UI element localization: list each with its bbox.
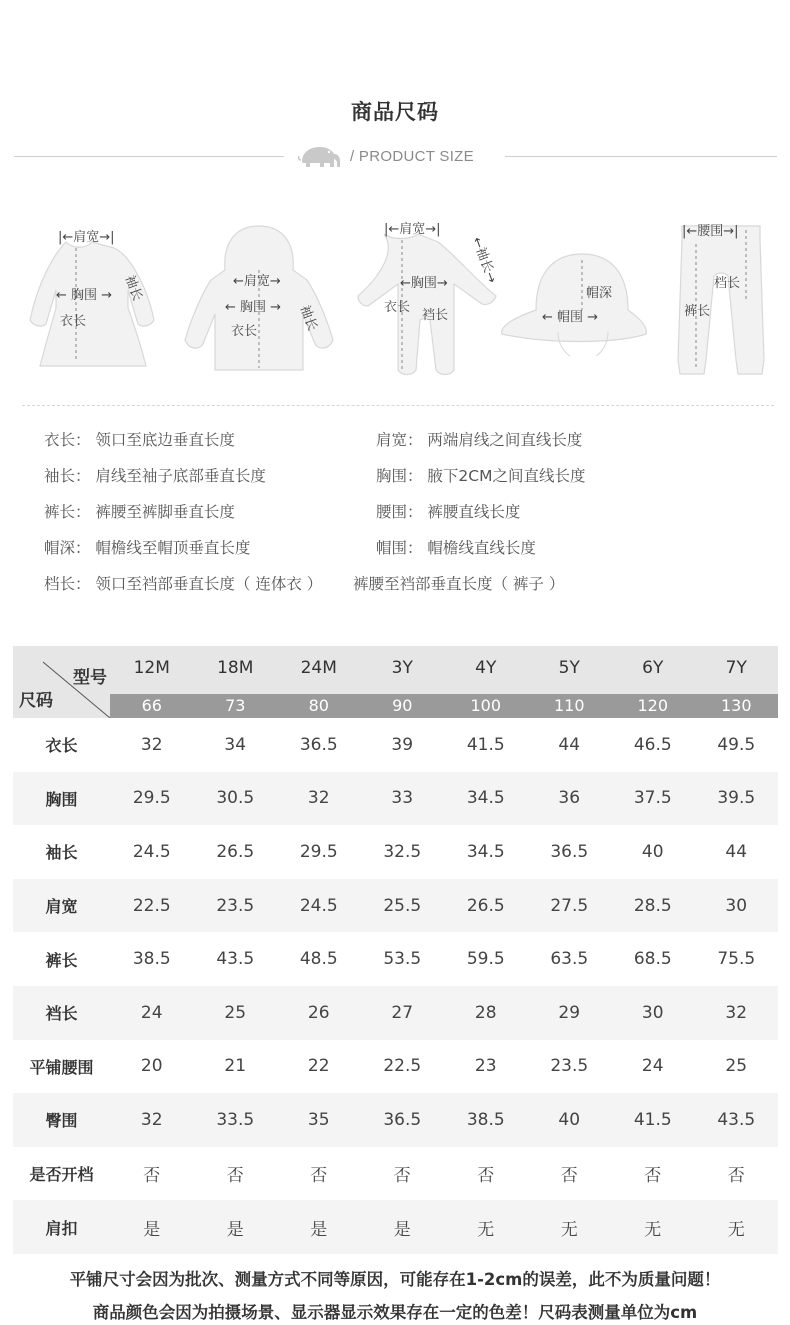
table-cell: 32 (140, 1109, 163, 1130)
jacket-sleeve-label: 袖长 (296, 303, 320, 333)
romper-shoulder-label: |←肩宽→| (384, 222, 441, 237)
definitions-list (44, 428, 764, 608)
row-label: 肩扣 (45, 1218, 78, 1238)
table-cell: 29 (558, 1002, 581, 1023)
table-cell: 30 (725, 895, 748, 916)
table-row (13, 1147, 778, 1201)
header-size-label: 尺码 (19, 691, 53, 711)
table-cell: 28 (474, 1002, 497, 1023)
jacket-diagram (183, 210, 338, 380)
note-line: 商品颜色会因为拍摄场景、显示器显示效果存在一定的色差！尺码表测量单位为cm (92, 1303, 698, 1322)
table-cell: 68.5 (633, 949, 672, 970)
row-label: 衣长 (45, 736, 78, 756)
table-cell: 无 (644, 1219, 662, 1240)
table-cell: 41.5 (633, 1109, 672, 1130)
divider-left (14, 156, 284, 157)
row-label: 是否开档 (29, 1165, 94, 1185)
pants-waist-label: |←腰围→| (682, 224, 739, 239)
table-cell: 29.5 (299, 841, 338, 862)
row-label: 袖长 (45, 843, 78, 863)
table-cell: 21 (224, 1056, 247, 1077)
dress-sleeve-label: 袖长 (121, 273, 145, 303)
pants-crotch-label: 档长 (714, 276, 741, 291)
table-cell: 无 (477, 1219, 495, 1240)
jacket-chest-label: ← 胸围 → (225, 300, 282, 315)
jacket-shoulder-label: ←肩宽→ (233, 274, 281, 289)
table-cell: 29.5 (132, 788, 171, 809)
table-cell: 32 (725, 1002, 748, 1023)
hat-outline-icon (498, 210, 648, 385)
table-cell: 43.5 (216, 949, 255, 970)
table-cell: 22.5 (132, 895, 171, 916)
row-label: 臀围 (45, 1111, 78, 1131)
table-cell: 24 (641, 1056, 664, 1077)
definition-text: 档长： 领口至裆部垂直长度（ 连体衣 ） (44, 575, 323, 593)
row-label: 裆长 (45, 1004, 78, 1024)
size-header-cell: 12M (133, 658, 170, 678)
jacket-length-label: 衣长 (231, 324, 258, 339)
table-cell: 44 (558, 734, 581, 755)
table-cell: 38.5 (132, 949, 171, 970)
definition-row (44, 536, 764, 572)
table-cell: 30.5 (216, 788, 255, 809)
definition-text: 腰围： 裤腰直线长度 (376, 503, 521, 521)
table-header (13, 646, 778, 718)
table-cell: 36.5 (383, 1109, 422, 1130)
table-row (13, 1093, 778, 1147)
table-cell: 无 (727, 1219, 745, 1240)
height-header-cell: 73 (225, 696, 246, 715)
table-cell: 24 (140, 1002, 163, 1023)
table-cell: 53.5 (383, 949, 422, 970)
header-type-label: 型号 (73, 668, 107, 688)
romper-crotch-label: 裆长 (422, 308, 449, 323)
table-cell: 否 (143, 1166, 161, 1187)
size-header-cell: 5Y (558, 658, 580, 678)
definition-text: 肩宽： 两端肩线之间直线长度 (376, 431, 583, 449)
dress-diagram (18, 210, 168, 380)
table-cell: 23.5 (216, 895, 255, 916)
table-cell: 36.5 (299, 734, 338, 755)
garment-diagrams (18, 210, 778, 390)
height-header-cell: 120 (637, 696, 669, 715)
definition-text: 裤长： 裤腰至裤脚垂直长度 (44, 503, 235, 521)
romper-sleeve-label: ←袖长→ (468, 235, 500, 286)
table-row (13, 825, 778, 879)
table-cell: 24.5 (299, 895, 338, 916)
size-header-cell: 6Y (642, 658, 664, 678)
definition-text: 衣长： 领口至底边垂直长度 (44, 431, 235, 449)
row-label: 平铺腰围 (29, 1057, 94, 1077)
definition-text: 胸围： 腋下2CM之间直线长度 (376, 467, 586, 485)
pants-diagram (666, 210, 776, 385)
hat-depth-label: 帽深 (586, 286, 613, 301)
romper-chest-label: ←胸围→ (400, 276, 448, 291)
table-cell: 43.5 (717, 1109, 756, 1130)
definition-text: 袖长： 肩线至袖子底部垂直长度 (44, 467, 266, 485)
table-cell: 32 (140, 734, 163, 755)
height-header-cell: 80 (308, 696, 329, 715)
table-cell: 是 (226, 1219, 244, 1240)
definition-row (44, 428, 764, 464)
table-cell: 22.5 (383, 1056, 422, 1077)
jacket-outline-icon (183, 210, 338, 380)
table-cell: 无 (560, 1219, 578, 1240)
table-cell: 59.5 (466, 949, 505, 970)
table-cell: 否 (727, 1166, 745, 1187)
height-header-cell: 110 (553, 696, 585, 715)
table-cell: 否 (644, 1166, 662, 1187)
table-cell: 37.5 (633, 788, 672, 809)
table-cell: 25 (725, 1056, 748, 1077)
table-cell: 30 (641, 1002, 664, 1023)
table-row (13, 932, 778, 986)
table-cell: 26.5 (466, 895, 505, 916)
table-cell: 24.5 (132, 841, 171, 862)
definition-text: 帽深： 帽檐线至帽顶垂直长度 (44, 539, 251, 557)
table-cell: 32 (307, 788, 330, 809)
table-cell: 20 (140, 1056, 163, 1077)
height-header-cell: 130 (720, 696, 752, 715)
table-cell: 22 (307, 1056, 330, 1077)
definition-row (44, 500, 764, 536)
table-cell: 75.5 (717, 949, 756, 970)
table-cell: 25 (224, 1002, 247, 1023)
dashed-divider (22, 405, 774, 406)
table-cell: 32.5 (383, 841, 422, 862)
table-cell: 44 (725, 841, 748, 862)
table-cell: 26.5 (216, 841, 255, 862)
definition-text: 帽围： 帽檐线直线长度 (376, 539, 536, 557)
table-row (13, 1040, 778, 1094)
row-label: 胸围 (45, 789, 78, 809)
table-cell: 41.5 (466, 734, 505, 755)
hat-diagram (498, 210, 648, 385)
row-label: 裤长 (45, 950, 78, 970)
table-cell: 否 (477, 1166, 495, 1187)
table-cell: 否 (393, 1166, 411, 1187)
dress-length-label: 衣长 (60, 314, 87, 329)
table-cell: 27.5 (550, 895, 589, 916)
height-header-cell: 66 (141, 696, 162, 715)
page-title: 商品尺码 (351, 100, 439, 124)
table-cell: 是 (143, 1219, 161, 1240)
size-header-cell: 3Y (391, 658, 413, 678)
size-table (13, 646, 778, 1254)
table-cell: 34.5 (466, 788, 505, 809)
table-cell: 26 (307, 1002, 330, 1023)
table-cell: 否 (310, 1166, 328, 1187)
pants-length-label: 裤长 (684, 304, 711, 319)
hat-circ-label: ← 帽围 → (542, 310, 599, 325)
height-header-cell: 100 (470, 696, 502, 715)
table-cell: 38.5 (466, 1109, 505, 1130)
elephant-logo-icon (296, 142, 344, 170)
height-header-cell: 90 (392, 696, 413, 715)
table-cell: 27 (391, 1002, 414, 1023)
table-row (13, 1200, 778, 1254)
table-cell: 33.5 (216, 1109, 255, 1130)
note-line: 平铺尺寸会因为批次、测量方式不同等原因，可能存在1-2cm的误差，此不为质量问题！ (69, 1270, 721, 1289)
table-cell: 33 (391, 788, 414, 809)
table-cell: 34 (224, 734, 247, 755)
row-label: 肩宽 (45, 897, 78, 917)
dress-chest-label: ← 胸围 → (56, 288, 113, 303)
table-cell: 46.5 (633, 734, 672, 755)
table-cell: 36 (558, 788, 581, 809)
definition-row (44, 464, 764, 500)
table-cell: 25.5 (383, 895, 422, 916)
table-row (13, 986, 778, 1040)
table-cell: 是 (393, 1219, 411, 1240)
table-cell: 63.5 (550, 949, 589, 970)
size-header-cell: 4Y (475, 658, 497, 678)
table-cell: 48.5 (299, 949, 338, 970)
table-cell: 23 (474, 1056, 497, 1077)
size-header-cell: 7Y (725, 658, 747, 678)
table-row (13, 772, 778, 826)
table-row (13, 879, 778, 933)
size-header-cell: 24M (300, 658, 337, 678)
table-cell: 否 (226, 1166, 244, 1187)
table-cell: 36.5 (550, 841, 589, 862)
table-cell: 39 (391, 734, 414, 755)
table-cell: 23.5 (550, 1056, 589, 1077)
table-cell: 40 (641, 841, 664, 862)
table-cell: 35 (307, 1109, 330, 1130)
divider-right (505, 156, 777, 157)
definition-row (44, 572, 764, 608)
romper-length-label: 衣长 (384, 300, 411, 315)
table-cell: 是 (310, 1219, 328, 1240)
table-cell: 40 (558, 1109, 581, 1130)
table-row (13, 718, 778, 772)
size-header-cell: 18M (217, 658, 254, 678)
table-cell: 49.5 (717, 734, 756, 755)
page-subtitle: / PRODUCT SIZE (350, 148, 474, 165)
subtitle-row (0, 142, 790, 172)
table-cell: 28.5 (633, 895, 672, 916)
table-cell: 39.5 (717, 788, 756, 809)
dress-shoulder-label: |←肩宽→| (58, 230, 115, 245)
table-cell: 34.5 (466, 841, 505, 862)
romper-diagram (354, 210, 514, 385)
definition-text: 裤腰至裆部垂直长度（ 裤子 ） (353, 575, 565, 593)
table-cell: 否 (560, 1166, 578, 1187)
